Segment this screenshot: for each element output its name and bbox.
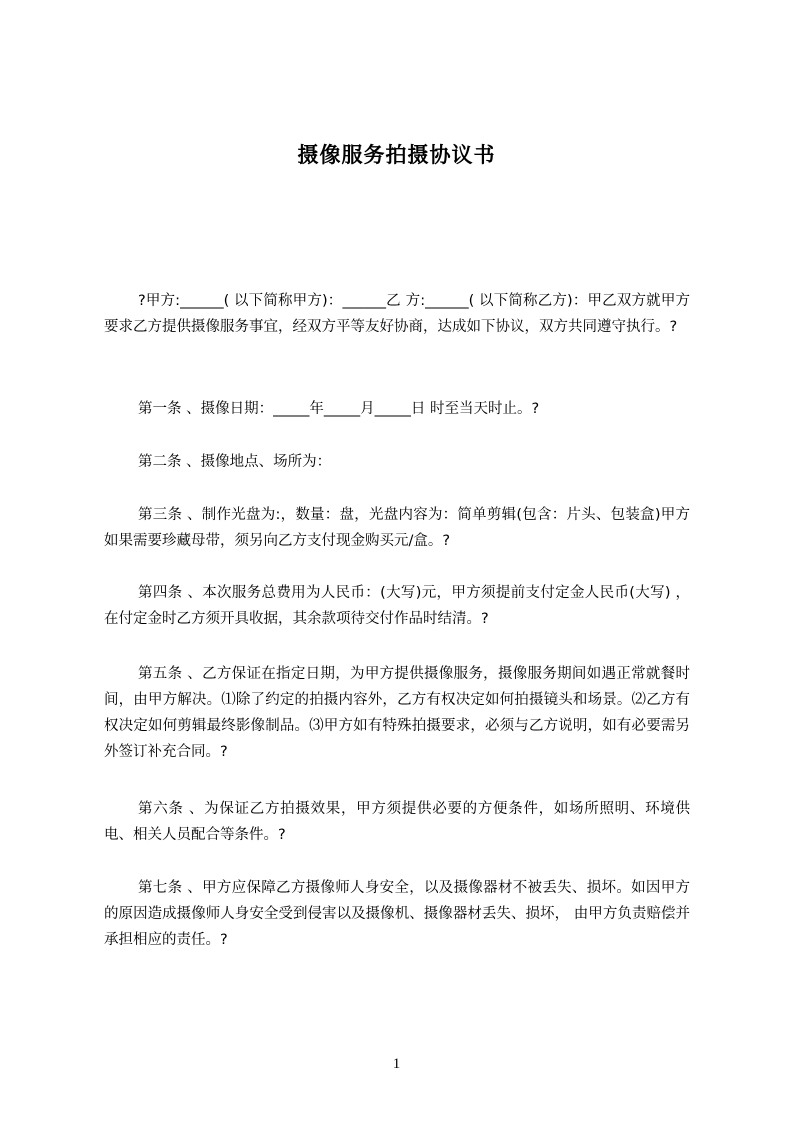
article-5-paragraph: 第五条 、乙方保证在指定日期，为甲方提供摄像服务，摄像服务期间如遇正常就餐时间，由甲方解决。⑴除了约定的拍摄内容外，乙方有权决定如何拍摄镜头和场景。⑵乙方有权决定如何剪辑最终影像制品。⑶甲方如有特殊拍摄要求，必须与乙方说明，如有必要需另外签订补充合同。? (104, 666, 690, 760)
article-7-paragraph: 第七条 、甲方应保障乙方摄像师人身安全，以及摄像器材不被丢失、损坏。如因甲方的原因造成摄像师人身安全受到侵害以及摄像机、摄像器材丢失、损坏， 由甲方负责赔偿并承担相应的责任。? (104, 880, 690, 948)
document-title: 摄像服务拍摄协议书 (297, 143, 496, 167)
preamble-paragraph: ?甲方:______( 以下简称甲方)：______乙 方:______( 以下简称乙方)：甲乙双方就甲方要求乙方提供摄像服务事宜，经双方平等友好协商，达成如下协议，双方共同遵守执行。? (104, 293, 690, 335)
article-1-paragraph: 第一条 、摄像日期：_____年_____月_____日 时至当天时止。? (138, 401, 540, 417)
article-2-paragraph: 第二条 、摄像地点、场所为： (138, 454, 332, 470)
article-6-paragraph: 第六条 、为保证乙方拍摄效果，甲方须提供必要的方便条件，如场所照明、环境供电、相关人员配合等条件。? (104, 801, 690, 843)
article-4-paragraph: 第四条 、本次服务总费用为人民币：(大写)元，甲方须提前支付定金人民币(大写) ，在付定金时乙方须开具收据，其余款项待交付作品时结清。? (104, 585, 690, 627)
page-number: 1 (392, 1056, 401, 1072)
article-3-paragraph: 第三条 、制作光盘为:，数量：盘，光盘内容为：简单剪辑(包含：片头、包装盒)甲方如果需要珍藏母带，须另向乙方支付现金购买元/盒。? (104, 507, 690, 549)
